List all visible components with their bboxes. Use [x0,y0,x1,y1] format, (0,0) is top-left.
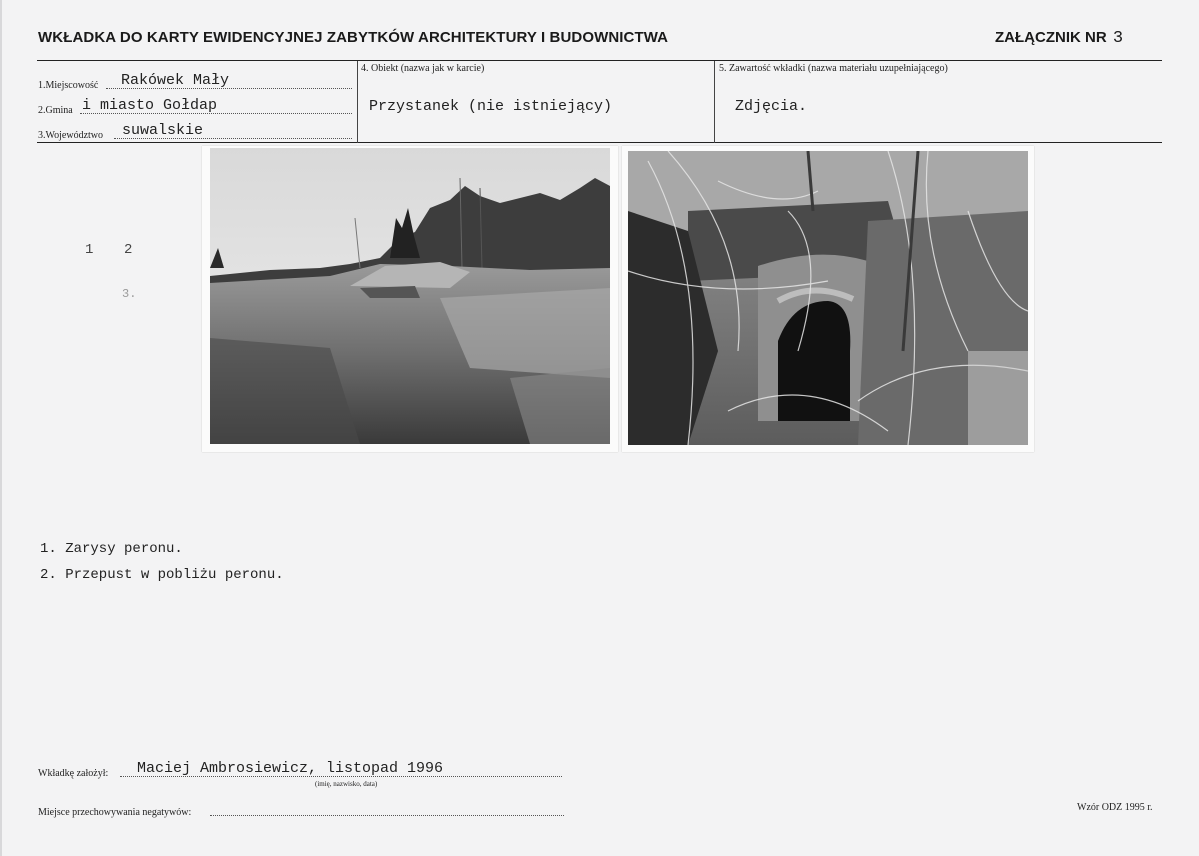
header-top-rule [37,60,1162,61]
commune-value: i miasto Gołdap [82,97,218,114]
column-divider-2 [714,61,715,143]
created-by-hint: (imię, nazwisko, data) [315,780,378,788]
contents-label: 5. Zawartość wkładki (nazwa materiału uzupełniającego) [719,63,948,74]
pencil-mark-1: 1 [85,242,94,258]
platform-outline-photo-image [210,148,610,444]
locality-label: 1.Miejscowość [38,80,99,91]
culvert-photo [622,146,1034,452]
culvert-photo-image [628,151,1028,445]
pencil-mark-3: 3. [122,287,137,301]
commune-label: 2.Gmina [38,105,73,116]
locality-value: Rakówek Mały [121,72,230,89]
form-code: Wzór ODZ 1995 r. [1077,802,1153,813]
object-value: Przystanek (nie istniejący) [369,98,613,115]
contents-value: Zdjęcia. [735,98,808,115]
caption-2: 2. Przepust w pobliżu peronu. [40,567,284,583]
platform-outline-photo [202,146,618,452]
annex-label-text: ZAŁĄCZNIK NR [995,29,1107,46]
annex-label [995,29,1123,48]
header-bottom-rule [37,142,1162,143]
annex-number: 3 [1112,29,1124,48]
created-by-value: Maciej Ambrosiewicz, listopad 1996 [137,760,444,777]
negatives-location-label: Miejsce przechowywania negatywów: [38,807,192,818]
caption-1: 1. Zarysy peronu. [40,541,183,557]
object-label: 4. Obiekt (nazwa jak w karcie) [361,63,485,74]
document-title: WKŁADKA DO KARTY EWIDENCYJNEJ ZABYTKÓW ARCHITEKTURY I BUDOWNICTWA [38,29,669,46]
column-divider-1 [357,61,358,143]
negatives-location-dotted-line [210,815,564,816]
voivodeship-value: suwalskie [122,122,204,139]
voivodeship-label: 3.Województwo [38,130,104,141]
created-by-label: Wkładkę założył: [38,768,109,779]
pencil-mark-2: 2 [124,242,133,258]
